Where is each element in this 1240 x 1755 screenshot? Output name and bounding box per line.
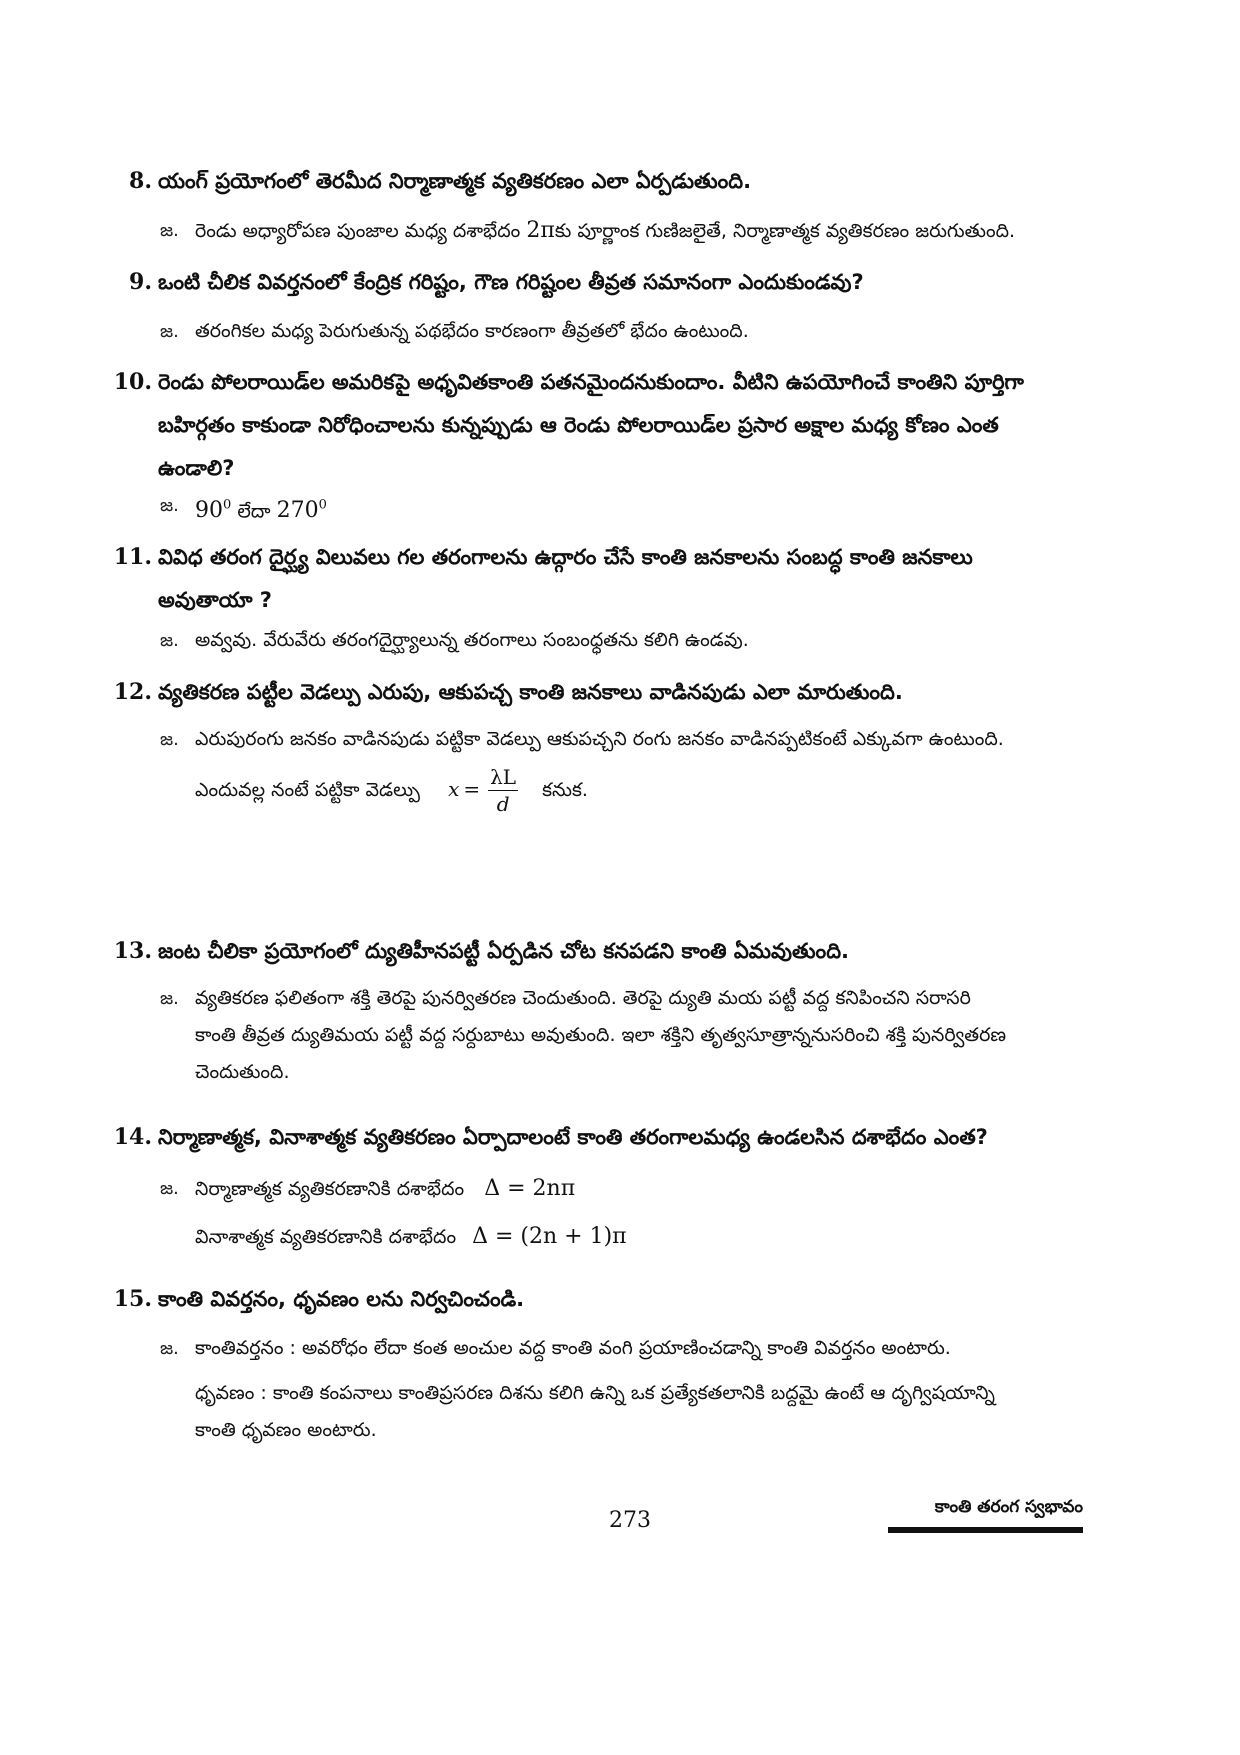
question-number: 14. (113, 1124, 152, 1150)
question-text: వ్యతికరణ పట్టీల వెడల్పు ఎరుపు, ఆకుపచ్చ కాంతి జనకాలు వాడినపుడు ఎలా మారుతుంది. (158, 680, 903, 704)
question-number: 13. (113, 938, 152, 964)
question-number: 10. (113, 369, 152, 395)
answer-text-cont: కు పూర్ణాంక గుణిజలైతే, నిర్మాణాత్మక వ్యతికరణం జరుగుతుంది. (554, 220, 1016, 242)
phase-2pi: 2π (526, 218, 555, 243)
answer-marker: జ. (160, 321, 179, 342)
answer-12 (160, 721, 1088, 817)
answer-marker: జ. (160, 220, 179, 241)
answer-text: నిర్మాణాత్మక వ్యతికరణానికి దశాభేదం (195, 1178, 465, 1200)
answer-8 (160, 212, 1088, 250)
page-number: 273 (609, 1508, 651, 1533)
question-11 (113, 536, 1088, 622)
angle-270: $270^0$ (276, 498, 327, 524)
answer-11 (160, 622, 1088, 659)
answer-10 (160, 487, 1088, 530)
answer-text: ఎందువల్ల నంటే పట్టికా వెడల్పు (195, 779, 421, 801)
question-13 (113, 930, 1088, 973)
answer-line: చెందుతుంది. (195, 1061, 290, 1083)
question-text: కాంతి వివర్తనం, ధృవణం లను నిర్వచించండి. (158, 1287, 525, 1311)
question-line: అవుతాయా ? (158, 588, 272, 612)
question-number: 11. (113, 544, 152, 570)
question-text: జంట చీలికా ప్రయోగంలో ద్యుతిహీనపట్టీ ఏర్పడిన చోట కనపడని కాంతి ఏమవుతుంది. (158, 939, 850, 963)
fringe-width-formula (488, 764, 518, 817)
question-10 (113, 361, 1088, 490)
answer-line: ఎరుపురంగు జనకం వాడినపుడు పట్టికా వెడల్పు ఆకుపచ్చని రంగు జనకం వాడినప్పటికంటే ఎక్కువగా ఉంటుంది. (195, 728, 1004, 750)
angle-90: $90^0$ (195, 498, 232, 524)
destructive-formula: Δ = (2n + 1)π (472, 1224, 627, 1249)
question-text: నిర్మాణాత్మక, వినాశాత్మక వ్యతికరణం ఏర్పాదాలంటే కాంతి తరంగాలమధ్య ఉండలసిన దశాభేదం ఎంత? (158, 1125, 988, 1149)
constructive-formula: Δ = 2nπ (484, 1176, 576, 1201)
answer-line (195, 1218, 1088, 1256)
answer-14 (160, 1170, 1088, 1256)
question-line: బహిర్గతం కాకుండా నిరోధించాలను కున్నప్పుడు ఆ రెండు పోలరాయిడ్‌ల ప్రసార అక్షాల మధ్య కోణం ఎంత (158, 413, 999, 437)
answer-15 (160, 1330, 1088, 1449)
answer-line: కాంతి తీవ్రత ద్యుతిమయ పట్టీ వద్ద సర్దుబాటు అవుతుంది. ఇలా శక్తిని తృత్వసూత్రాన్ననుసరించి శక్తి పునర్వితరణ (195, 1024, 1007, 1046)
answer-line (195, 1170, 1088, 1208)
question-8 (129, 160, 1088, 203)
question-text: ఒంటి చీలిక వివర్తనంలో కేంద్రిక గరిష్టం, గౌణ గరిష్టంల తీవ్రత సమానంగా ఎందుకుండవు? (158, 270, 864, 294)
answer-marker: జ. (160, 630, 179, 651)
footer-rule (888, 1527, 1083, 1533)
chapter-title-footer: కాంతి తరంగ స్వభావం (934, 1497, 1083, 1517)
answer-13 (160, 980, 1088, 1091)
answer-text: రెండు అధ్యారోపణ పుంజాల మధ్య దశాభేదం (195, 220, 521, 242)
question-number: 15. (113, 1286, 152, 1312)
question-line: రెండు పోలరాయిడ్‌ల అమరికపై అధృవితకాంతి పతనమైందనుకుందాం. వీటిని ఉపయోగించే కాంతిని పూర్తిగా (158, 370, 1024, 394)
answer-text-cont: కనుక. (542, 779, 588, 801)
answer-marker: జ. (160, 495, 179, 516)
answer-line: కాంతివర్తనం : అవరోధం లేదా కంత అంచుల వద్ద కాంతి వంగి ప్రయాణించడాన్ని కాంతి వివర్తనం అంటారు. (195, 1337, 951, 1359)
answer-9 (160, 313, 1088, 350)
answer-marker: జ. (160, 729, 179, 750)
formula-variable: x (448, 777, 460, 801)
answer-or: లేదా (237, 500, 271, 523)
question-number: 8. (129, 168, 152, 194)
question-number: 12. (113, 679, 152, 705)
answer-marker: జ. (160, 988, 179, 1009)
formula-equals: = (463, 777, 481, 801)
answer-text: అవ్వవు. వేరువేరు తరంగదైర్ఘ్యాలున్న తరంగాలు సంబంధ్ధతను కలిగి ఉండవు. (195, 629, 749, 651)
answer-line: వ్యతికరణ ఫలితంగా శక్తి తెరపై పునర్వితరణ చెందుతుంది. తెరపై ద్యుతి మయ పట్టీ వద్ద కనిపించని సరాసరి (195, 987, 971, 1009)
answer-line (195, 764, 1088, 817)
question-text: యంగ్ ప్రయోగంలో తెరమీద నిర్మాణాత్మక వ్యతికరణం ఎలా ఏర్పడుతుంది. (158, 169, 752, 193)
question-15 (113, 1278, 1088, 1321)
answer-line: కాంతి ధృవణం అంటారు. (195, 1419, 377, 1441)
formula-numerator: λL (490, 765, 517, 789)
question-line: ఉండాలి? (158, 456, 235, 480)
answer-line: ధృవణం : కాంతి కంపనాలు కాంతిప్రసరణ దిశను కలిగి ఉన్ని ఒక ప్రత్యేకతలానికి బద్దమై ఉంటే ఆ దృగ్విషయాన్ని (195, 1382, 995, 1404)
question-line: వివిధ తరంగ దైర్ఘ్య విలువలు గల తరంగాలను ఉద్గారం చేసే కాంతి జనకాలను సంబద్ధ కాంతి జనకాలు (158, 545, 973, 569)
answer-text: వినాశాత్మక వ్యతికరణానికి దశాభేదం (195, 1226, 457, 1248)
question-12 (113, 671, 1088, 714)
question-14 (113, 1116, 1088, 1159)
answer-marker: జ. (160, 1338, 179, 1359)
answer-text: తరంగికల మధ్య పెరుగుతున్న పథభేదం కారణంగా తీవ్రతలో భేదం ఉంటుంది. (195, 320, 749, 342)
question-9 (129, 261, 1088, 304)
question-number: 9. (129, 269, 152, 295)
answer-marker: జ. (160, 1178, 179, 1199)
formula-denominator: d (496, 792, 510, 816)
